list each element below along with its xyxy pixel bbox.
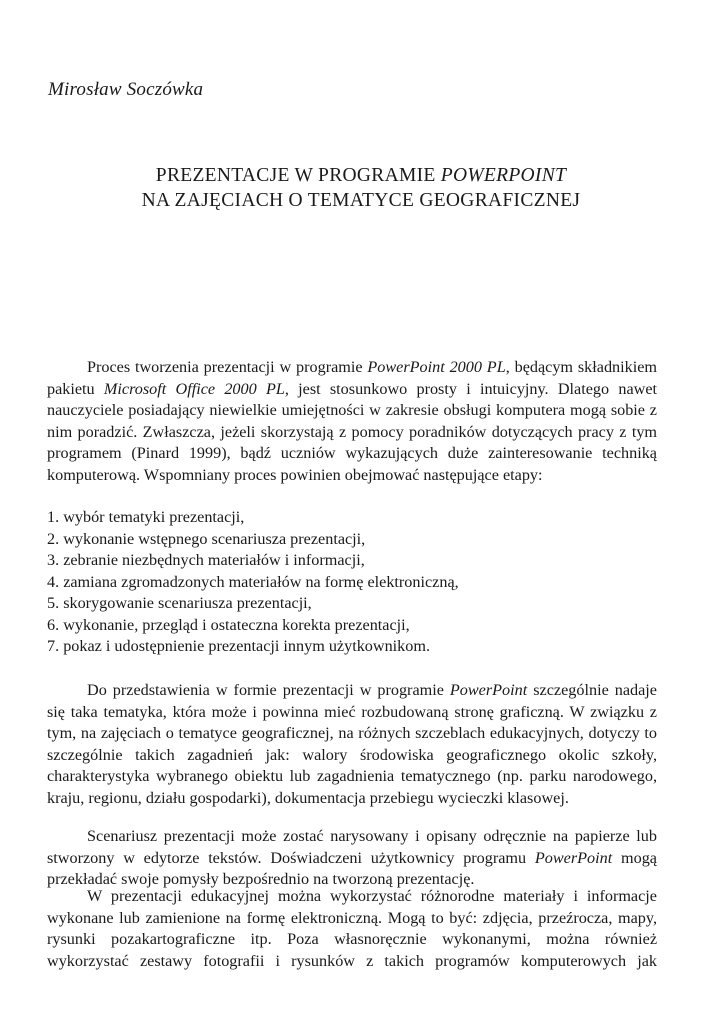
list-item: 3. zebranie niezbędnych materiałów i informacji, <box>47 551 365 569</box>
paragraph-topics-italic-1: PowerPoint <box>449 681 528 699</box>
title-line1-italic: POWERPOINT <box>440 165 567 186</box>
paragraph-intro <box>47 357 657 486</box>
paragraph-scenario-italic-1: PowerPoint <box>534 848 613 867</box>
article-title-line-1 <box>40 164 682 188</box>
list-item: 6. wykonanie, przegląd i ostateczna korekta prezentacji, <box>47 615 410 634</box>
list-item: 7. pokaz i udostępnienie prezentacji innym użytkownikom. <box>47 637 431 655</box>
paragraph-scenario <box>47 826 657 891</box>
article-title-line-2: NA ZAJĘCIACH O TEMATYCE GEOGRAFICZNEJ <box>141 190 581 211</box>
author-name: Mirosław Soczówka <box>48 79 204 100</box>
paragraph-scenario-text-2: mogą przekładać swoje pomysły bezpośrednio na tworzoną prezentację. <box>47 848 657 888</box>
paragraph-topics <box>47 680 657 809</box>
steps-list <box>47 507 657 658</box>
paragraph-intro-text-2: , będącym składnikiem pakietu <box>47 358 657 398</box>
paragraph-topics-text-1: Do przedstawienia w formie prezentacji w programie <box>87 681 450 699</box>
paragraph-materials <box>47 886 657 972</box>
paragraph-intro-italic-2: Microsoft Office 2000 PL <box>103 379 285 398</box>
paragraph-materials-text: W prezentacji edukacyjnej można wykorzystać różnorodne materiały i informacje wykonane lub zamienione na formę elektroniczną. Mogą to być: zdjęcia, przeźrocza, mapy, rysunki pozakartograficzne itp. Poza własnoręcznie wykonanymi, można również wykorzystać zestawy fotografii i rysunków z takich programów komputerowych jak <box>47 887 657 970</box>
paragraph-intro-text-3: , jest stosunkowo prosty i intuicyjny. Dlatego nawet nauczyciele posiadający niewielkie umiejętności w zakresie obsługi komputera mogą sobie z nim poradzić. Zwłaszcza, jeżeli skorzystają z pomocy poradników dotyczących pracy z tym programem (Pinard 1999), bądź uczniów wykazujących duże zainteresowanie techniką komputerową. Wspomniany proces powinien obejmować następujące etapy: <box>47 379 657 484</box>
paragraph-topics-text-2: szczególnie nadaje się taka tematyka, która może i powinna mieć rozbudowaną stronę graficzną. W związku z tym, na zajęciach o tematyce geograficznej, na różnych szczeblach edukacyjnych, dotyczy to szczególnie takich zagadnień jak: walory środowiska geograficznego okolic szkoły, charakterystyka wybranego obiektu lub zagadnienia tematycznego (np. parku narodowego, kraju, regionu, działu gospodarki), dokumentacja przebiegu wycieczki klasowej. <box>47 681 657 807</box>
list-item: 1. wybór tematyki prezentacji, <box>47 508 245 526</box>
list-item: 4. zamiana zgromadzonych materiałów na formę elektroniczną, <box>47 572 459 591</box>
paragraph-scenario-text-1: Scenariusz prezentacji może zostać narysowany i opisany odręcznie na papierze lub stworzony w edytorze tekstów. Doświadczeni użytkownicy programu <box>47 827 657 867</box>
list-item: 5. skorygowanie scenariusza prezentacji, <box>47 594 312 612</box>
title-line1-text: PREZENTACJE W PROGRAMIE <box>155 165 441 186</box>
list-item: 2. wykonanie wstępnego scenariusza prezentacji, <box>47 529 366 548</box>
paragraph-intro-text-1: Proces tworzenia prezentacji w programie <box>87 358 368 376</box>
paragraph-intro-italic-1: PowerPoint 2000 PL <box>367 358 506 376</box>
